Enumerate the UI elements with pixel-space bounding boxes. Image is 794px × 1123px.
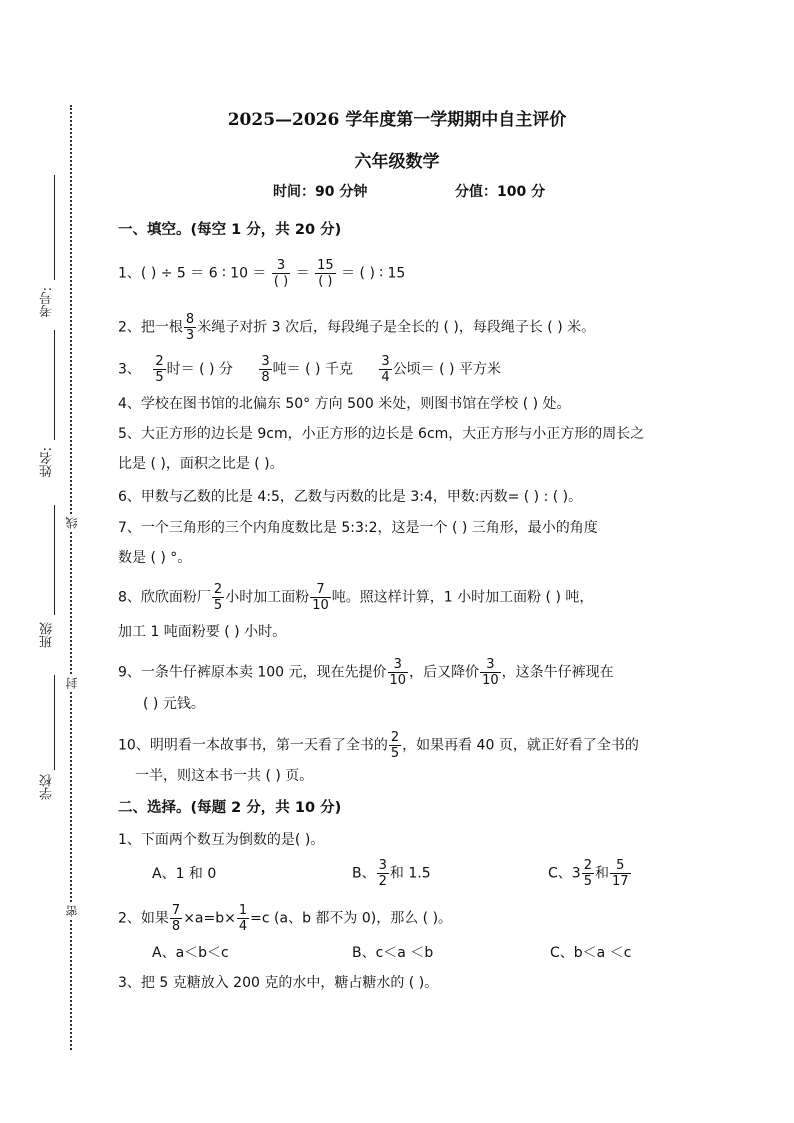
s2-q2-fraction-2: $\frac{1}{4}$ — [238, 903, 248, 934]
s1-question-5-line2: 比是 ( )，面积之比是 ( )。 — [118, 456, 284, 472]
s2-q1-option-b: B、 $\frac{3}{2}$ 和 1.5 — [352, 858, 431, 889]
q3-fraction-2: $\frac{3}{8}$ — [261, 354, 270, 385]
q8-fraction-1: $\frac{2}{5}$ — [213, 582, 223, 613]
q1-equals: ＝ — [295, 265, 310, 282]
q3-text-3: 公顷＝ ( ) 平方米 — [392, 361, 501, 378]
q3-text-2: 吨＝ ( ) 千克 — [272, 361, 353, 378]
q1-fraction-2: $\frac{15}{( )}$ — [317, 258, 334, 289]
q9-text-a: 9、一条牛仔裤原本卖 100 元，现在先提价 — [118, 664, 387, 681]
school-label: 学校 — [40, 774, 55, 800]
q3-fraction-1: $\frac{2}{5}$ — [155, 354, 164, 385]
s1-question-5-line1: 5、大正方形的边长是 9cm，小正方形的边长是 6cm，大正方形与小正方形的周长之 — [118, 426, 645, 442]
class-label: 班级 — [40, 622, 55, 648]
s1-question-10 — [118, 730, 639, 761]
s1-question-1 — [118, 258, 405, 289]
s1-question-9-line2: ( ) 元钱。 — [143, 696, 205, 712]
q2-fraction: $\frac{8}{3}$ — [185, 312, 195, 343]
s2-question-3: 3、把 5 克糖放入 200 克的水中，糖占糖水的 ( )。 — [118, 975, 439, 991]
section2-heading: 二、选择。(每题 2 分，共 10 分) — [118, 800, 342, 816]
exam-no-label: 考号: — [40, 287, 55, 318]
exam-title: 2025—2026 学年度第一学期期中自主评价 — [227, 110, 567, 130]
s1-question-3 — [118, 354, 501, 385]
class-blank — [54, 505, 55, 615]
q10-fraction: $\frac{2}{5}$ — [390, 730, 400, 761]
s1-question-9 — [118, 657, 614, 688]
q3-number: 3、 — [118, 361, 141, 378]
q3-text-1: 时＝ ( ) 分 — [166, 361, 233, 378]
s1-question-7-line2: 数是 ( ) °。 — [118, 550, 192, 566]
seal-xian: 线 — [63, 514, 80, 532]
s1-question-8-line2: 加工 1 吨面粉要 ( ) 小时。 — [118, 624, 287, 640]
name-label: 姓名: — [40, 447, 55, 478]
s2-q1-option-a: A、1 和 0 — [152, 866, 217, 882]
s2-q1-option-c: C、3 $\frac{2}{5}$ 和 $\frac{5}{17}$ — [548, 858, 629, 889]
s2-q1-b-fraction: $\frac{3}{2}$ — [378, 858, 387, 889]
seal-mi: 密 — [63, 902, 80, 920]
seal-feng: 封 — [63, 674, 80, 692]
q8-text-c: 吨。照这样计算，1 小时加工面粉 ( ) 吨， — [331, 589, 594, 606]
s2-q1-c-fraction-1: $\frac{2}{5}$ — [583, 858, 592, 889]
q9-text-c: ，这条牛仔裤现在 — [501, 664, 614, 681]
s2-q2-option-c: C、b＜a ＜c — [550, 945, 632, 961]
s1-question-6: 6、甲数与乙数的比是 4:5，乙数与丙数的比是 3:4，甲数:丙数= ( ) : ( )。 — [118, 489, 583, 505]
s2-question-2: 2、如果 $\frac{7}{8}$ ×a=b× $\frac{1}{4}$ =c (a、b 都不为 0)，那么 ( )。 — [118, 903, 453, 934]
q8-text-b: 小时加工面粉 — [225, 589, 310, 606]
exam-subtitle: 六年级数学 — [354, 152, 440, 172]
q10-text-a: 10、明明看一本故事书，第一天看了全书的 — [118, 737, 388, 754]
exam-score: 分值：100 分 — [455, 184, 546, 200]
q10-text-b: ，如果再看 40 页，就正好看了全书的 — [402, 737, 639, 754]
s1-question-2 — [118, 312, 595, 343]
s1-question-8 — [118, 582, 593, 613]
s2-q1-c-fraction-2: $\frac{5}{17}$ — [611, 858, 629, 889]
q3-fraction-3: $\frac{3}{4}$ — [381, 354, 390, 385]
s2-q2-fraction-1: $\frac{7}{8}$ — [171, 903, 181, 934]
q1-text-b: ＝ ( ) ∶ 15 — [341, 265, 406, 282]
q9-fraction-2: $\frac{3}{10}$ — [482, 657, 499, 688]
q1-text-a: 1、( ) ÷ 5 ＝ 6 ∶ 10 ＝ — [118, 265, 267, 282]
q9-fraction-1: $\frac{3}{10}$ — [389, 657, 407, 688]
s2-q2-option-a: A、a＜b＜c — [152, 945, 229, 961]
q1-fraction-1: $\frac{3}{( )}$ — [273, 258, 289, 289]
s2-question-1: 1、下面两个数互为倒数的是( )。 — [118, 832, 325, 848]
q9-text-b: ，后又降价 — [409, 664, 480, 681]
name-blank — [54, 330, 55, 440]
q2-text-b: 米绳子对折 3 次后，每段绳子是全长的 ( )，每段绳子长 ( ) 米。 — [197, 319, 596, 336]
s1-question-7-line1: 7、一个三角形的三个内角度数比是 5:3:2，这是一个 ( ) 三角形，最小的角度 — [118, 520, 598, 536]
school-blank — [54, 675, 55, 770]
q8-text-a: 8、欣欣面粉厂 — [118, 589, 211, 606]
section1-heading: 一、填空。(每空 1 分，共 20 分) — [118, 222, 342, 238]
s1-question-4: 4、学校在图书馆的北偏东 50° 方向 500 米处，则图书馆在学校 ( ) 处。 — [118, 396, 571, 412]
exam-no-blank — [54, 175, 55, 280]
q8-fraction-2: $\frac{7}{10}$ — [312, 582, 329, 613]
s1-question-10-line2: 一半，则这本书一共 ( ) 页。 — [135, 768, 314, 784]
q2-text-a: 2、把一根 — [118, 319, 183, 336]
exam-time: 时间：90 分钟 — [273, 184, 368, 200]
s2-q2-option-b: B、c＜a ＜b — [352, 945, 434, 961]
